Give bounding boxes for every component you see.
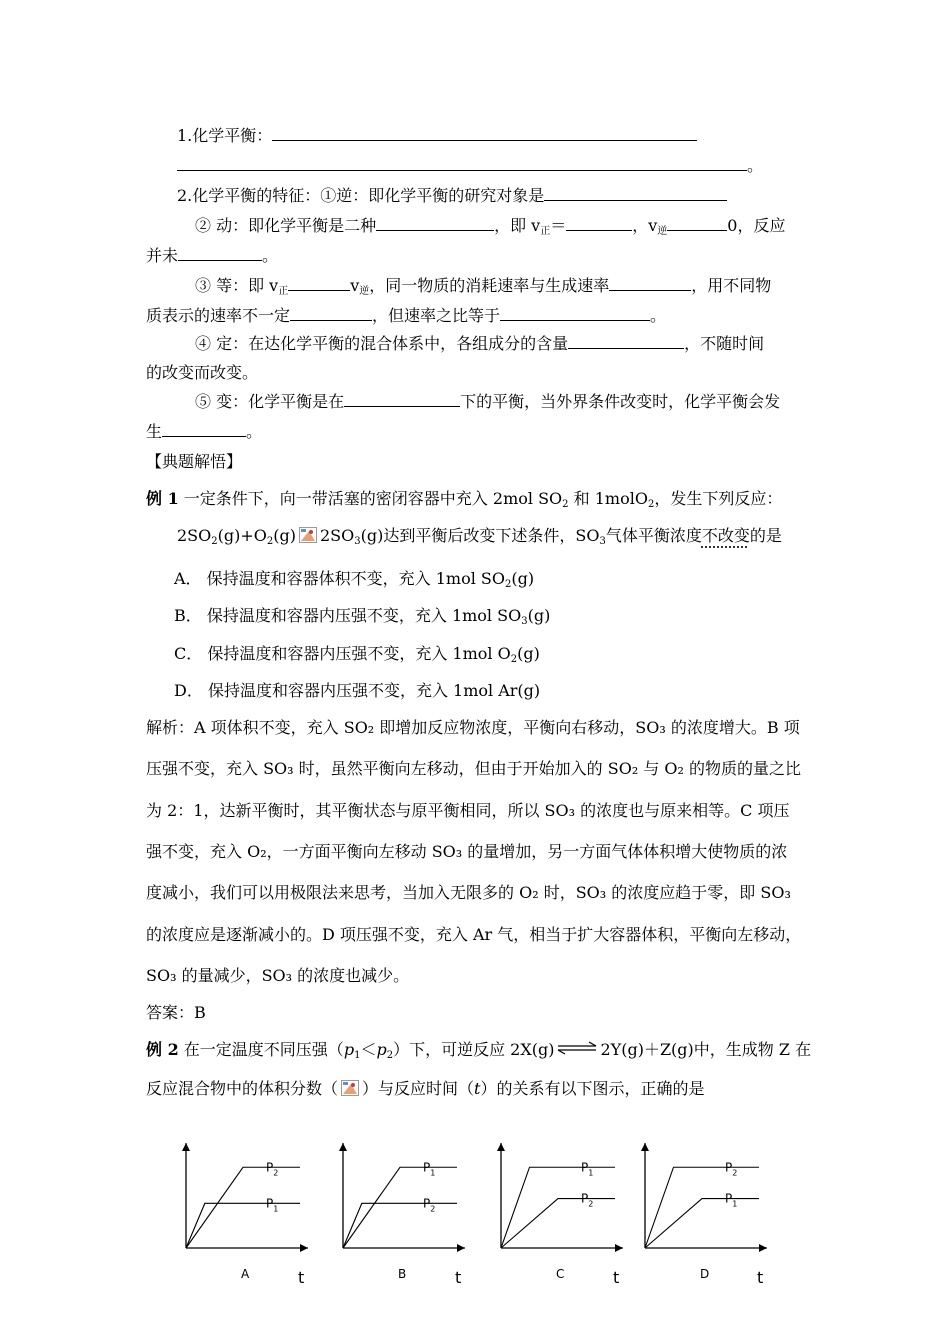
feature-dynamic-2: 并未 。 — [146, 246, 279, 265]
answer-blank — [272, 124, 697, 141]
section-heading: 【典题解悟】 — [146, 452, 243, 471]
feature-change: ⑤ 变：化学平衡是在 下的平衡，当外界条件改变时，化学平衡会发 — [195, 392, 781, 411]
example2-stem: 例 2 在一定温度不同压强$(p_1<p_2)$下，可逆反应 2X(g) 2Y(g)＋Z(g)中，生成物 Z 在 — [146, 1040, 812, 1061]
feature-dynamic: ② 动：即化学平衡是二种 ，即 $v_正=$ ，$v_逆$ 0，反应 — [195, 216, 786, 237]
series-label: $P_2$ — [266, 1160, 279, 1178]
x-axis-arrow — [300, 1244, 308, 1252]
series-line-p2 — [501, 1199, 615, 1248]
example1-stem: 例 1 一定条件下，向一带活塞的密闭容器中充入 2mol $SO_2$ 和 1molO$_2$，发生下列反应： — [146, 489, 783, 510]
x-axis-label: t — [613, 1268, 620, 1287]
option-d: D． 保持温度和容器内压强不变，充入 1mol Ar(g) — [174, 681, 541, 700]
answer-line: 答案：B — [146, 1003, 206, 1022]
series-label: $P_2$ — [581, 1191, 594, 1209]
feature-fixed-2: 的改变而改变。 — [146, 363, 259, 382]
series-label: $P_1$ — [725, 1191, 738, 1209]
analysis-line: 解析：A 项体积不变，充入 SO₂ 即增加反应物浓度，平衡向右移动，SO₃ 的浓度增大。B 项 — [146, 718, 800, 737]
answer-blank — [177, 154, 747, 171]
feature-equal-2: 质表示的速率不一定 ，但速率之比等于 。 — [146, 306, 667, 325]
x-axis-label: t — [757, 1268, 764, 1287]
graph-b — [335, 1128, 475, 1288]
x-axis-arrow — [759, 1244, 767, 1252]
graph-a — [178, 1128, 318, 1288]
reversible-arrow-image-icon — [299, 527, 317, 543]
series-label: $P_1$ — [266, 1196, 279, 1214]
series-line-p1 — [645, 1199, 759, 1248]
series-line-p2 — [645, 1167, 759, 1248]
x-axis-label: t — [455, 1268, 462, 1287]
analysis-line: 强不变，充入 O₂，一方面平衡向左移动 SO₃ 的量增加，另一方面气体体积增大使物质的浓 — [146, 842, 788, 861]
answer-blank — [544, 184, 727, 201]
feature-equal: ③ 等：即 $v_正$ $v_逆$，同一物质的消耗速率与生成速率 ，用不同物 — [195, 276, 772, 297]
chart-option-label: C — [556, 1267, 565, 1281]
series-label: $P_1$ — [581, 1160, 594, 1178]
example1-reaction: $2SO_2(g)+O_2(g)$ $2SO_3(g)$达到平衡后改变下述条件，$SO_3$气体平衡浓度不改变的是 — [177, 526, 782, 547]
graph-d — [637, 1128, 777, 1288]
chart-option-label: A — [241, 1267, 250, 1281]
definition-line — [177, 124, 697, 147]
analysis-line: SO₃ 的量减少，SO₃ 的浓度也减少。 — [146, 966, 410, 985]
definition-line-2: 。 — [177, 154, 763, 177]
x-axis-arrow — [457, 1244, 465, 1252]
analysis-line: 度减小，我们可以用极限法来思考，当加入无限多的 O₂ 时，SO₃ 的浓度应趋于零，即 SO₃ — [146, 883, 791, 902]
series-label: $P_2$ — [423, 1196, 436, 1214]
y-axis-arrow — [339, 1143, 347, 1151]
example2-stem-2: 反应混合物中的体积分数（ ）与反应时间（t）的关系有以下图示，正确的是 — [146, 1079, 705, 1098]
series-line-p1 — [186, 1203, 300, 1248]
analysis-line: 的浓度应是逐渐减小的。D 项压强不变，充入 Ar 气，相当于扩大容器体积，平衡向左移动， — [146, 925, 802, 944]
x-axis-label: t — [298, 1268, 305, 1287]
volume-fraction-image-icon — [341, 1080, 359, 1096]
series-label: $P_2$ — [725, 1160, 738, 1178]
series-label: $P_1$ — [423, 1160, 436, 1178]
option-c: C． 保持温度和容器内压强不变，充入 1mol $O_2(g)$ — [174, 644, 540, 665]
graph-c — [493, 1128, 633, 1288]
features-line: 2.化学平衡的特征：①逆：即化学平衡的研究对象是 — [177, 184, 727, 207]
analysis-line: 压强不变，充入 SO₃ 时，虽然平衡向左移动，但由于开始加入的 SO₂ 与 O₂ 的物质的量之比 — [146, 759, 802, 778]
option-a: A． 保持温度和容器体积不变，充入 1mol $SO_2(g)$ — [174, 569, 535, 590]
definition-label: 1.化学平衡： — [177, 126, 273, 145]
y-axis-arrow — [641, 1143, 649, 1151]
emphasis-dotted: 不改变 — [701, 526, 750, 545]
series-line-p1 — [501, 1167, 615, 1248]
equilibrium-arrow-icon — [556, 1041, 598, 1055]
feature-fixed: ④ 定：在达化学平衡的混合体系中，各组成分的含量 ，不随时间 — [195, 334, 765, 353]
analysis-line: 为 2：1，达新平衡时，其平衡状态与原平衡相同，所以 SO₃ 的浓度也与原来相等。C 项压 — [146, 801, 790, 820]
x-axis-arrow — [615, 1244, 623, 1252]
feature-change-2: 生 。 — [146, 422, 263, 441]
option-b: B． 保持温度和容器内压强不变，充入 1mol $SO_3(g)$ — [174, 606, 551, 627]
chart-option-label: B — [398, 1267, 407, 1281]
y-axis-arrow — [497, 1143, 505, 1151]
y-axis-arrow — [182, 1143, 190, 1151]
series-line-p2 — [343, 1203, 457, 1248]
chart-option-label: D — [700, 1267, 710, 1281]
